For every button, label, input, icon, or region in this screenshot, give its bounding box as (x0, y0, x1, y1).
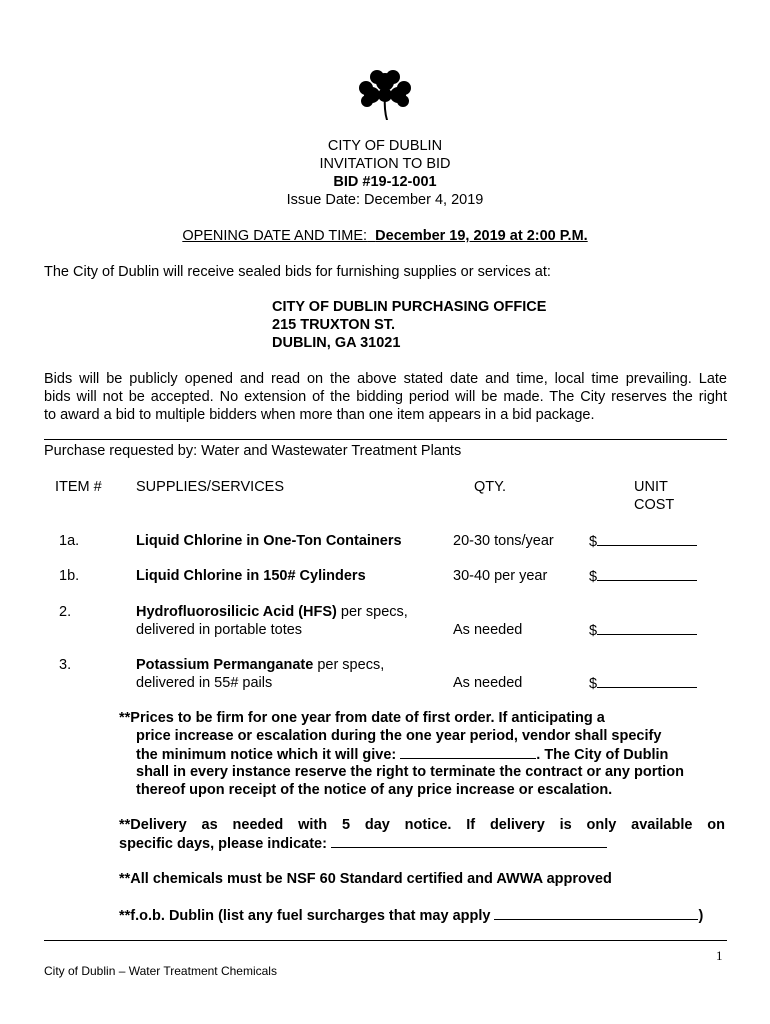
document-title: INVITATION TO BID (319, 156, 451, 172)
header-supplies: SUPPLIES/SERVICES (136, 479, 285, 495)
header-qty: QTY. (474, 479, 506, 495)
table-row-price: $ (589, 532, 697, 551)
table-row-name-line-2: delivered in portable totes (136, 622, 303, 638)
city-name: CITY OF DUBLIN (327, 138, 443, 154)
page-number: 1 (716, 948, 723, 963)
table-row-name: Potassium Permanganate per specs, (136, 657, 385, 673)
table-row-qty: As needed (453, 675, 523, 691)
address-line-2: 215 TRUXTON ST. (272, 317, 396, 333)
header-item: ITEM # (55, 479, 102, 495)
fob-note: **f.o.b. Dublin (list any fuel surcharges that may apply ) (119, 908, 704, 924)
prices-note-line-3: the minimum notice which it will give: . The City of Dublin (136, 747, 669, 763)
table-row-qty: As needed (453, 622, 523, 638)
section-divider (44, 439, 727, 440)
table-row-qty: 30-40 per year (453, 568, 548, 584)
table-row-price: $ (589, 567, 697, 586)
table-row-item: 1b. (59, 568, 80, 584)
intro-text: The City of Dublin will receive sealed bids for furnishing supplies or services at: (44, 264, 551, 280)
terms-line-3: to award a bid to multiple bidders when more than one item appears in a bid package. (44, 407, 595, 423)
footer-divider (44, 940, 727, 941)
table-row-item: 3. (59, 657, 72, 673)
header-unit: UNIT (634, 479, 668, 495)
table-row-qty: 20-30 tons/year (453, 533, 554, 549)
bid-number: BID #19-12-001 (333, 174, 437, 190)
prices-note-line-4: shall in every instance reserve the right to terminate the contract or any portion (136, 764, 684, 780)
delivery-note-line-2: specific days, please indicate: (119, 834, 607, 853)
table-row-price: $ (589, 674, 697, 693)
terms-line-2: bids will not be accepted. No extension of the bidding period will be made. The City reserves the right (44, 389, 727, 405)
table-row-name: Hydrofluorosilicic Acid (HFS) per specs, (136, 604, 408, 620)
table-row-name-line-2: delivered in 55# pails (136, 675, 273, 691)
prices-note-line-5: thereof upon receipt of the notice of any price increase or escalation. (136, 782, 613, 798)
opening-label: OPENING DATE AND TIME: (182, 228, 368, 244)
chemicals-note: **All chemicals must be NSF 60 Standard certified and AWWA approved (119, 871, 612, 887)
requested-by: Purchase requested by: Water and Wastewater Treatment Plants (44, 443, 462, 459)
address-line-1: CITY OF DUBLIN PURCHASING OFFICE (272, 299, 547, 315)
opening-date-time (0, 227, 770, 245)
table-row-name: Liquid Chlorine in One-Ton Containers (136, 533, 402, 549)
table-row-item: 1a. (59, 533, 80, 549)
footer-text: City of Dublin – Water Treatment Chemicals (44, 964, 277, 978)
table-row-name: Liquid Chlorine in 150# Cylinders (136, 568, 366, 584)
terms-line-1: Bids will be publicly opened and read on the above stated date and time, local time prevailing. Late (44, 371, 727, 387)
delivery-note-line-1: **Delivery as needed with 5 day notice. If delivery is only available on (119, 817, 725, 833)
opening-value: December 19, 2019 at 2:00 P.M. (375, 228, 588, 244)
prices-note-line-2: price increase or escalation during the one year period, vendor shall specify (136, 728, 662, 744)
table-row-price: $ (589, 621, 697, 640)
issue-date: Issue Date: December 4, 2019 (286, 192, 484, 208)
shamrock-icon (357, 68, 413, 122)
header-cost: COST (634, 497, 675, 513)
address-line-3: DUBLIN, GA 31021 (272, 335, 401, 351)
prices-note-line-1: **Prices to be firm for one year from date of first order. If anticipating a (119, 710, 605, 726)
table-row-item: 2. (59, 604, 72, 620)
